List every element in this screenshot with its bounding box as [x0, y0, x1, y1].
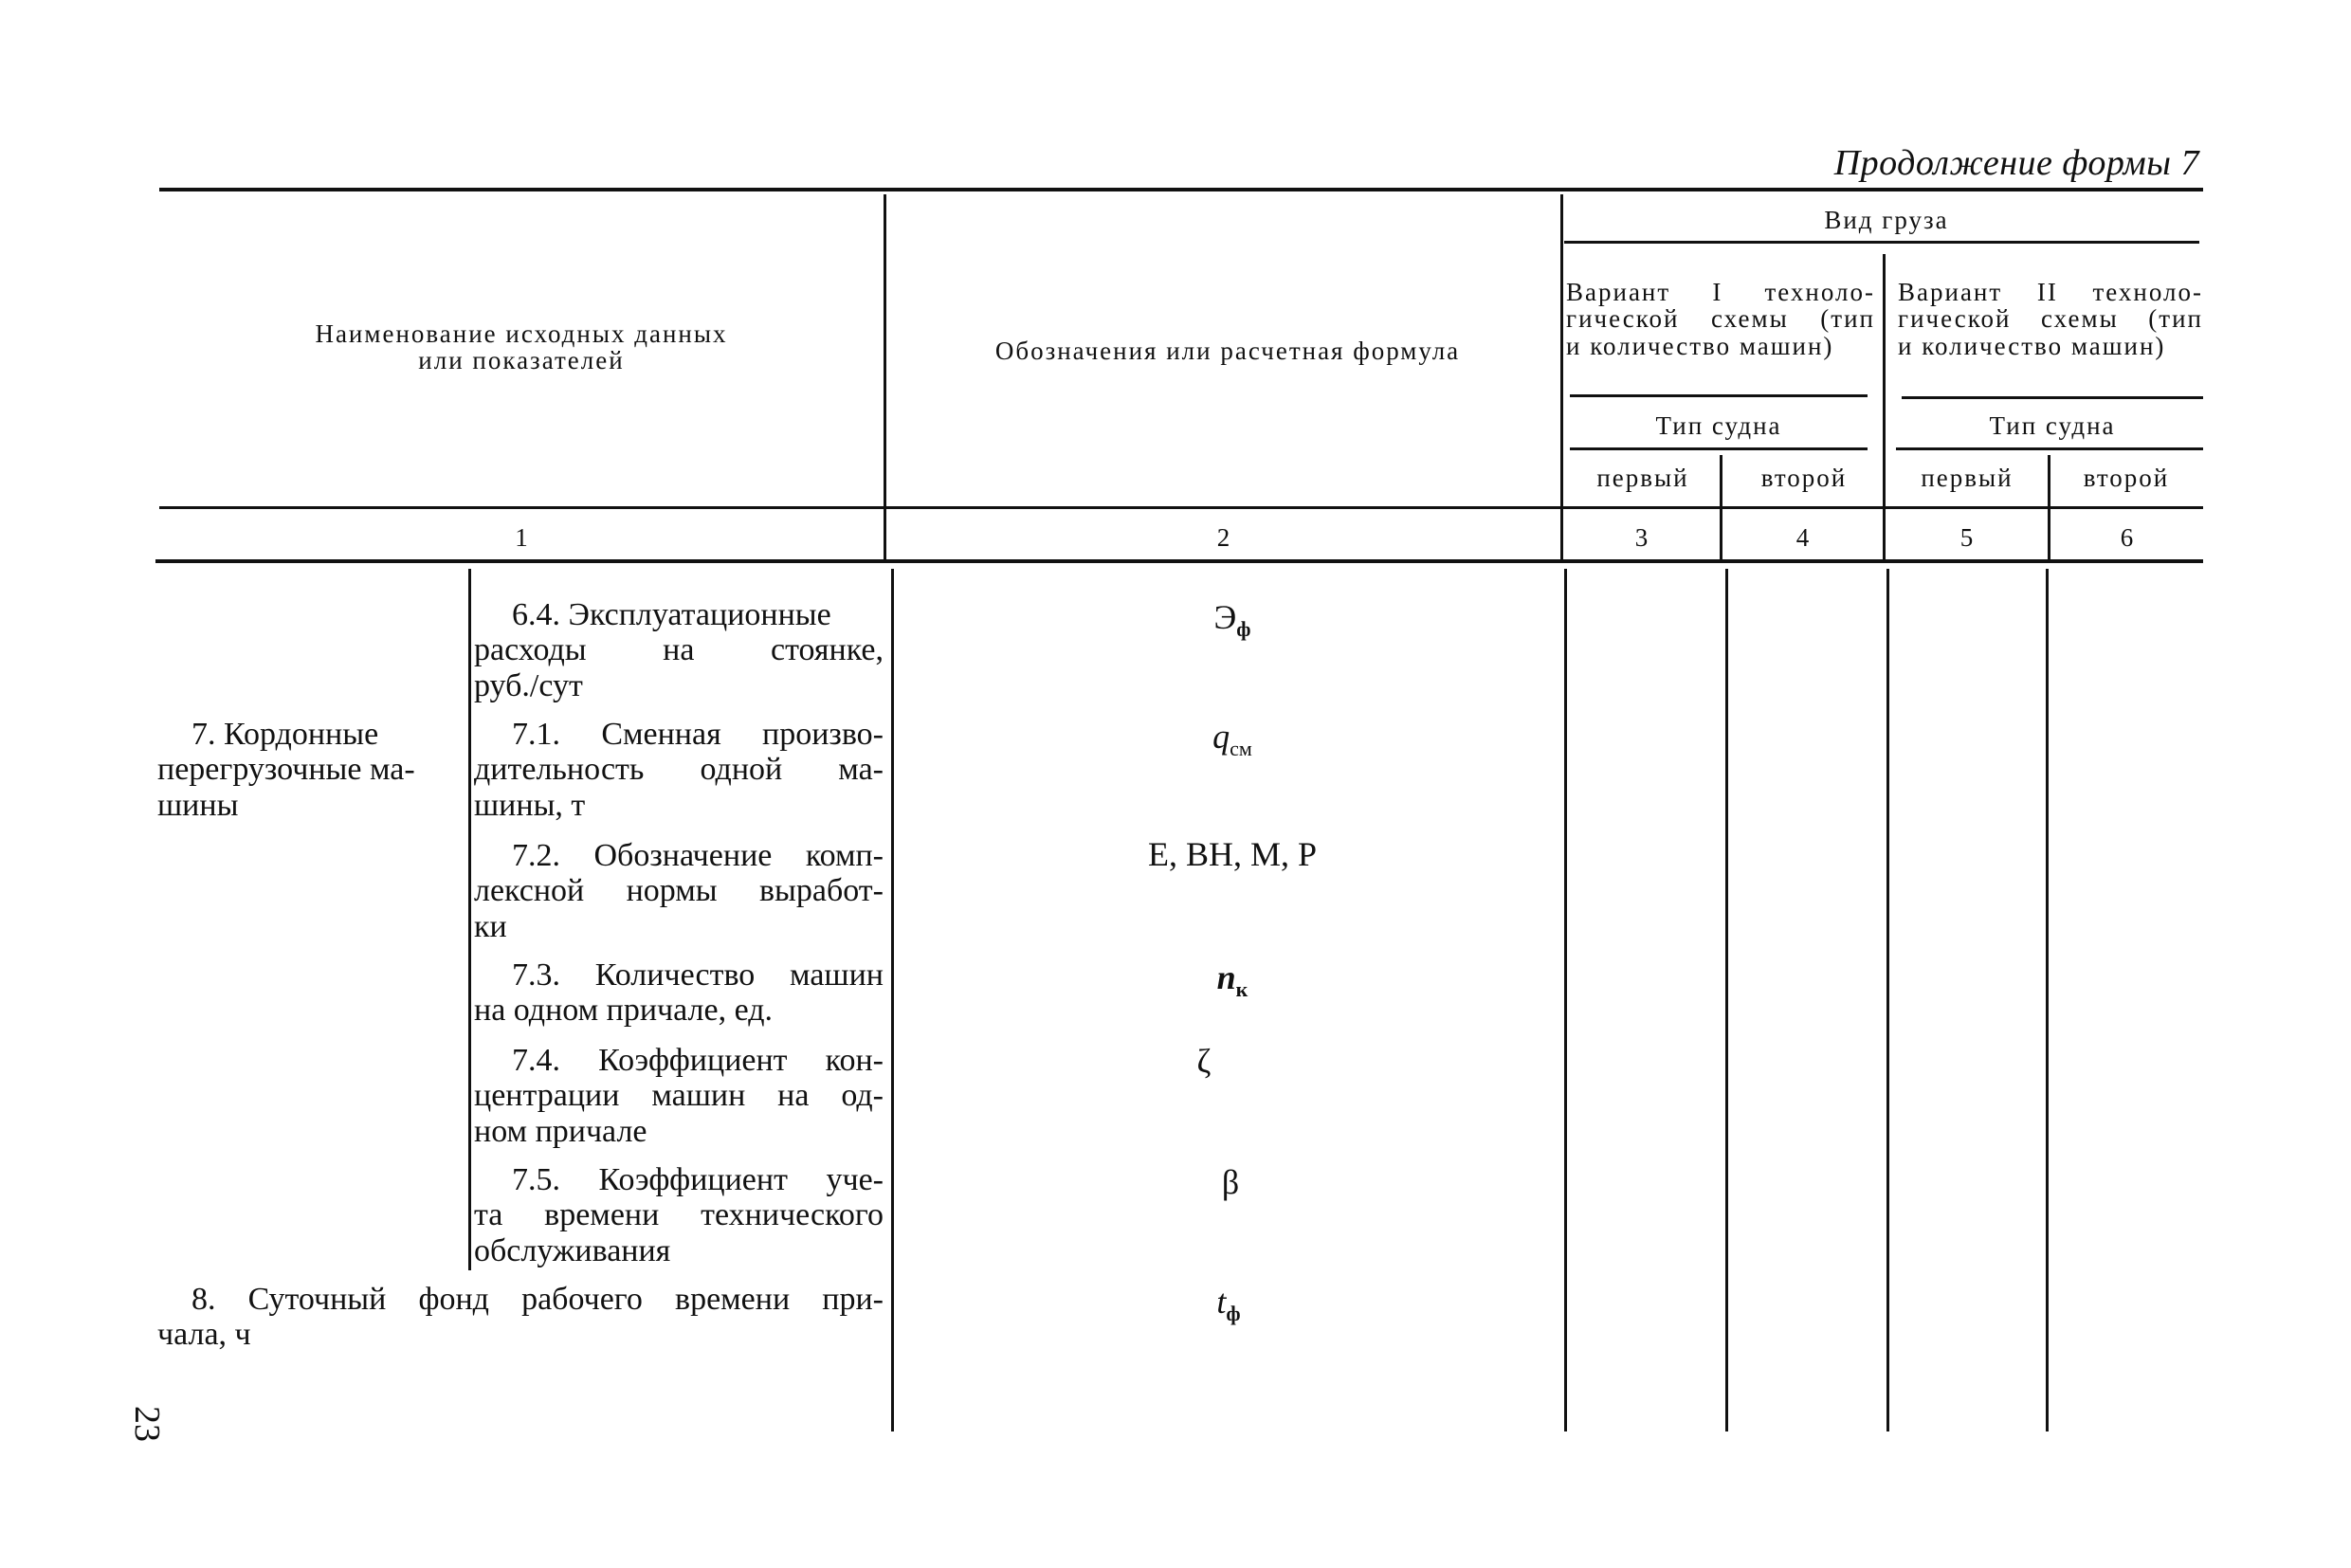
row-7-4-line2: центрации машин на од-: [474, 1078, 884, 1114]
row-7-1-symbol: [1090, 717, 1375, 761]
col-sep-2-3-header: [1560, 194, 1563, 559]
row-7-3-symbol: [1090, 957, 1375, 1002]
group7-line3: шины: [157, 787, 239, 823]
row-8-line1: 8. Суточный фонд рабочего времени при-: [191, 1282, 884, 1317]
col-num-4: 4: [1795, 523, 1810, 552]
header-cargo-type: Вид груза: [1824, 206, 1949, 234]
row-7-1-symbol-sub: см: [1230, 737, 1252, 760]
row-7-4-line3: ном причале: [474, 1113, 647, 1149]
row-6-4-line3: руб./сут: [474, 667, 583, 703]
row-7-5-line1: 7.5. Коэффициент уче-: [512, 1162, 884, 1197]
row-7-2-symbol-main: Е, ВН, М, Р: [1147, 835, 1318, 873]
row-7-5-line3: обслуживания: [474, 1232, 671, 1268]
row-7-3-symbol-sub: к: [1235, 977, 1248, 1001]
ship-type-rule-1: [1570, 394, 1868, 397]
row-8-symbol-main: t: [1216, 1283, 1227, 1321]
row-7-5-line2: та времени технического: [474, 1197, 884, 1233]
ship-type-rule-2: [1902, 396, 2203, 399]
group7-label: [157, 717, 463, 823]
row-6-4-label: [474, 597, 884, 703]
row-7-5-label: [474, 1162, 884, 1268]
variant-sep-header: [1883, 254, 1886, 559]
variant2-line2: гической схемы (тип: [1898, 304, 2203, 334]
variant1-line1: Вариант I техноло-: [1566, 278, 1875, 306]
table-top-rule: [159, 188, 2203, 191]
header-ship-type-1: Тип судна: [1655, 411, 1782, 440]
page-number: 23: [127, 1406, 167, 1442]
header-ship-type-2: Тип судна: [1989, 411, 2116, 440]
row-7-2-label: [474, 838, 884, 944]
group7-line2: перегрузочные ма-: [157, 752, 415, 788]
col-sep-3-4-body: [1725, 569, 1728, 1431]
header-variant1: [1566, 279, 1875, 359]
row-8-label: [157, 1282, 884, 1353]
group7-line1: 7. Кордонные: [191, 717, 379, 752]
variant2-line3: и количество машин): [1898, 331, 2166, 360]
col-num-2: 2: [1216, 523, 1230, 552]
header-variant2: [1898, 279, 2203, 359]
variant1-line2: гической схемы (тип: [1566, 304, 1875, 334]
bracket-line: [468, 569, 471, 1270]
col-sep-1-2-header: [884, 194, 886, 559]
row-7-4-label: [474, 1043, 884, 1149]
row-7-2-line1: 7.2. Обозначение комп-: [512, 838, 884, 873]
row-8-symbol: [1086, 1282, 1371, 1326]
row-7-3-symbol-main: n: [1216, 958, 1236, 996]
header-bottom-rule: [159, 506, 2203, 509]
col-num-5: 5: [1959, 523, 1974, 552]
row-7-3-line2: на одном причале, ед.: [474, 993, 774, 1029]
row-6-4-symbol: [1090, 597, 1375, 642]
row-7-1-line2: дительность одной ма-: [474, 752, 884, 788]
row-7-1-label: [474, 717, 884, 823]
row-7-1-symbol-main: q: [1212, 718, 1230, 756]
form-continuation-caption: Продолжение формы 7: [1833, 143, 2199, 183]
row-6-4-line2: расходы на стоянке,: [474, 632, 884, 668]
row-7-1-line3: шины, т: [474, 787, 586, 823]
row-7-1-line1: 7.1. Сменная произво-: [512, 717, 884, 752]
row-6-4-symbol-sub: ф: [1236, 617, 1251, 641]
column-numbers-rule: [155, 559, 2203, 563]
header-second-1: второй: [1760, 464, 1848, 492]
row-6-4-symbol-main: Э: [1213, 598, 1237, 636]
row-8-symbol-sub: ф: [1226, 1302, 1241, 1325]
header-second-2: второй: [2083, 464, 2170, 492]
cargo-type-rule: [1564, 241, 2199, 244]
row-7-2-line3: ки: [474, 908, 507, 944]
col-num-3: 3: [1634, 523, 1649, 552]
header-first-2: первый: [1921, 464, 2014, 492]
row-7-2-symbol: [1043, 834, 1422, 874]
row-7-3-line1: 7.3. Количество машин: [512, 957, 884, 993]
variant1-line3: и количество машин): [1566, 331, 1834, 360]
header-col1-line1: Наименование исходных данных: [315, 319, 728, 348]
header-col2: Обозначения или расчетная формула: [994, 337, 1461, 365]
col-sep-2-3-body: [1564, 569, 1567, 1431]
header-first-1: первый: [1596, 464, 1689, 492]
row-7-4-line1: 7.4. Коэффициент кон-: [512, 1043, 884, 1078]
col-sep-1-2-body: [891, 569, 894, 1431]
row-7-5-symbol-main: β: [1221, 1163, 1240, 1201]
row-7-5-symbol: [1088, 1162, 1373, 1202]
col-num-1: 1: [515, 523, 528, 552]
header-col1: [190, 320, 853, 374]
row-6-4-line1: 6.4. Эксплуатационные: [512, 597, 831, 632]
col-num-6: 6: [2120, 523, 2134, 552]
row-8-line2: чала, ч: [157, 1317, 251, 1353]
header-col1-line2: или показателей: [418, 346, 625, 375]
first-second-rule-1: [1570, 447, 1868, 450]
row-7-2-line2: лексной нормы выработ-: [474, 873, 884, 909]
col-sep-5-6-body: [2046, 569, 2049, 1431]
col-sep-4-5-body: [1886, 569, 1889, 1431]
row-7-3-label: [474, 957, 884, 1029]
variant2-line1: Вариант II техноло-: [1898, 278, 2203, 306]
row-7-4-symbol-main: ζ: [1196, 1042, 1212, 1080]
row-7-4-symbol: [1062, 1041, 1346, 1081]
first-second-rule-2: [1896, 447, 2203, 450]
